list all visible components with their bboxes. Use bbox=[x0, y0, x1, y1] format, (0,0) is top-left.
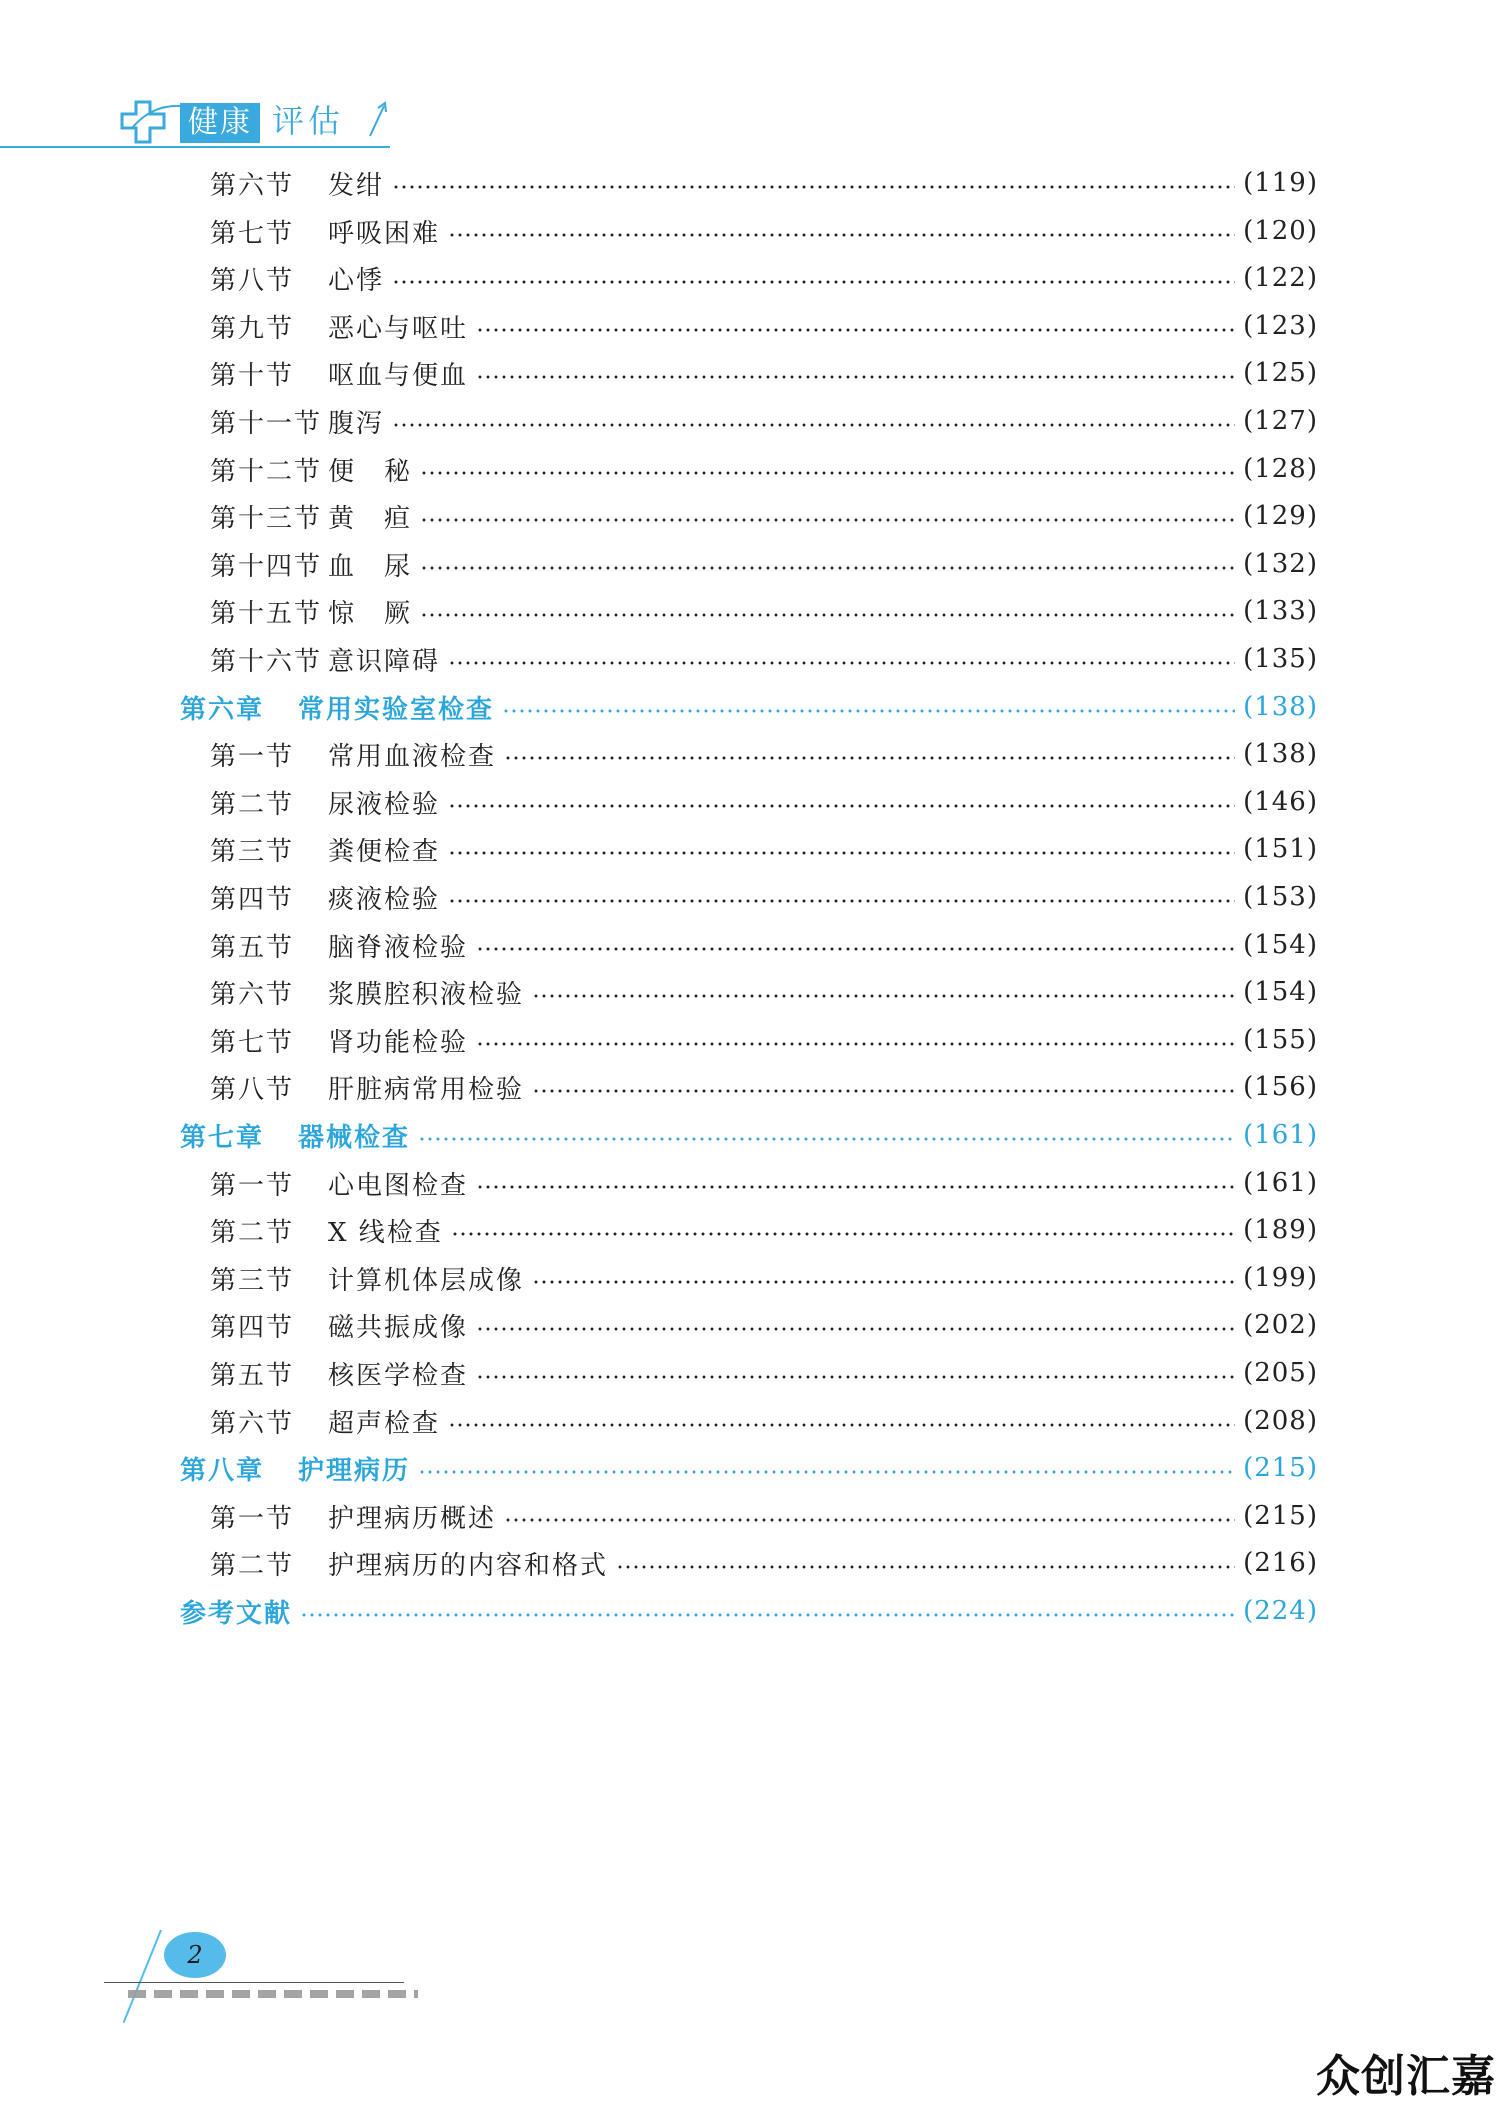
entry-label bbox=[210, 403, 384, 440]
entry-label bbox=[210, 1260, 524, 1297]
entry-page: (208) bbox=[1243, 1406, 1318, 1436]
entry-title: 心电图检查 bbox=[328, 1170, 469, 1201]
dot-leader bbox=[476, 1042, 1235, 1046]
entry-page: (156) bbox=[1243, 1072, 1318, 1102]
entry-label bbox=[210, 498, 412, 535]
entry-label bbox=[210, 308, 468, 345]
entry-page: (123) bbox=[1243, 311, 1318, 341]
entry-title: 肝脏病常用检验 bbox=[328, 1074, 525, 1105]
dot-leader bbox=[448, 851, 1235, 855]
entry-title: 脑脊液检验 bbox=[328, 932, 469, 963]
dot-leader bbox=[300, 1613, 1235, 1617]
entry-title: 黄 疸 bbox=[328, 503, 413, 534]
toc-section-entry[interactable] bbox=[210, 1305, 1318, 1345]
page-number: 2 bbox=[164, 1932, 226, 1978]
header-rule bbox=[0, 146, 390, 148]
entry-label bbox=[210, 1545, 608, 1582]
entry-label bbox=[210, 451, 412, 488]
entry-number: 第七节 bbox=[210, 1027, 295, 1058]
entry-page: (155) bbox=[1243, 1025, 1318, 1055]
entry-page: (153) bbox=[1243, 882, 1318, 912]
entry-title: 血 尿 bbox=[328, 551, 413, 582]
entry-title: 尿液检验 bbox=[328, 789, 441, 820]
entry-label bbox=[210, 213, 440, 250]
entry-page: (202) bbox=[1243, 1310, 1318, 1340]
entry-number: 第八章 bbox=[180, 1455, 265, 1486]
entry-page: (215) bbox=[1243, 1453, 1318, 1483]
toc-section-entry[interactable] bbox=[210, 734, 1318, 774]
entry-title: 腹泻 bbox=[328, 408, 385, 439]
entry-page: (138) bbox=[1243, 739, 1318, 769]
entry-label bbox=[210, 879, 440, 916]
toc-section-entry[interactable] bbox=[210, 306, 1318, 346]
entry-title: 意识障碍 bbox=[328, 646, 441, 677]
entry-page: (151) bbox=[1243, 834, 1318, 864]
entry-page: (224) bbox=[1243, 1596, 1318, 1626]
entry-number: 第十三节 bbox=[210, 503, 323, 534]
entry-number: 第十一节 bbox=[210, 408, 323, 439]
entry-label bbox=[210, 260, 384, 297]
dot-leader bbox=[476, 1327, 1235, 1331]
entry-title: 计算机体层成像 bbox=[328, 1265, 525, 1296]
entry-title: 浆膜腔积液检验 bbox=[328, 979, 525, 1010]
entry-title: 发绀 bbox=[328, 170, 385, 201]
entry-label bbox=[210, 974, 524, 1011]
entry-title: 呕血与便血 bbox=[328, 360, 469, 391]
entry-title: 痰液检验 bbox=[328, 884, 441, 915]
dot-leader bbox=[451, 1232, 1235, 1236]
dot-leader bbox=[476, 1185, 1235, 1189]
entry-page: (199) bbox=[1243, 1263, 1318, 1293]
toc-section-entry[interactable] bbox=[210, 1067, 1318, 1107]
entry-title: 超声检查 bbox=[328, 1408, 441, 1439]
toc-section-entry[interactable] bbox=[210, 544, 1318, 584]
watermark: 众创汇嘉 bbox=[1316, 2051, 1496, 2102]
entry-number: 第六节 bbox=[210, 979, 295, 1010]
entry-number: 第一节 bbox=[210, 1170, 295, 1201]
entry-title: 惊 厥 bbox=[328, 598, 413, 629]
entry-page: (138) bbox=[1243, 692, 1318, 722]
entry-number: 第六章 bbox=[180, 694, 265, 725]
entry-number: 第四节 bbox=[210, 884, 295, 915]
entry-page: (154) bbox=[1243, 977, 1318, 1007]
footer-dash-decoration bbox=[128, 1990, 418, 1998]
toc-section-entry[interactable] bbox=[210, 972, 1318, 1012]
entry-label bbox=[210, 831, 440, 868]
toc-section-entry[interactable] bbox=[210, 496, 1318, 536]
entry-number: 第六节 bbox=[210, 170, 295, 201]
entry-label bbox=[210, 784, 440, 821]
toc-chapter-entry[interactable] bbox=[180, 1115, 1318, 1155]
entry-page: (127) bbox=[1243, 406, 1318, 436]
entry-page: (119) bbox=[1243, 168, 1318, 198]
entry-number: 第三节 bbox=[210, 836, 295, 867]
entry-label bbox=[210, 593, 412, 630]
dot-leader bbox=[616, 1565, 1235, 1569]
dot-leader bbox=[532, 1280, 1235, 1284]
entry-title: 常用血液检查 bbox=[328, 741, 497, 772]
toc-section-entry[interactable] bbox=[210, 449, 1318, 489]
toc-section-entry[interactable] bbox=[210, 925, 1318, 965]
entry-title: 恶心与呕吐 bbox=[328, 313, 469, 344]
entry-page: (128) bbox=[1243, 454, 1318, 484]
entry-page: (133) bbox=[1243, 596, 1318, 626]
dot-leader bbox=[448, 661, 1235, 665]
entry-label bbox=[210, 641, 440, 678]
entry-label bbox=[180, 689, 494, 726]
entry-number: 第七章 bbox=[180, 1122, 265, 1153]
entry-label bbox=[210, 1212, 443, 1249]
dot-leader bbox=[392, 280, 1235, 284]
toc-section-entry[interactable] bbox=[210, 1401, 1318, 1441]
toc-section-entry[interactable] bbox=[210, 639, 1318, 679]
entry-label bbox=[210, 1069, 524, 1106]
entry-number: 第二节 bbox=[210, 789, 295, 820]
toc-section-entry[interactable] bbox=[210, 1258, 1318, 1298]
toc-section-entry[interactable] bbox=[210, 1496, 1318, 1536]
toc-section-entry[interactable] bbox=[210, 1020, 1318, 1060]
book-title-rest: 评估 bbox=[272, 102, 345, 140]
entry-page: (120) bbox=[1243, 216, 1318, 246]
entry-number: 第十六节 bbox=[210, 646, 323, 677]
entry-number: 第八节 bbox=[210, 1074, 295, 1105]
toc-section-entry[interactable] bbox=[210, 353, 1318, 393]
toc-section-entry[interactable] bbox=[210, 829, 1318, 869]
dot-leader bbox=[448, 804, 1235, 808]
entry-number: 第一节 bbox=[210, 741, 295, 772]
toc-chapter-entry[interactable] bbox=[180, 687, 1318, 727]
entry-page: (215) bbox=[1243, 1501, 1318, 1531]
toc-section-entry[interactable] bbox=[210, 1353, 1318, 1393]
entry-title: 护理病历 bbox=[298, 1455, 411, 1486]
toc-section-entry[interactable] bbox=[210, 1210, 1318, 1250]
entry-title: 便 秘 bbox=[328, 456, 413, 487]
dot-leader bbox=[392, 423, 1235, 427]
entry-page: (154) bbox=[1243, 930, 1318, 960]
entry-title: 磁共振成像 bbox=[328, 1312, 469, 1343]
medical-cross-icon bbox=[118, 98, 188, 146]
dot-leader bbox=[392, 185, 1235, 189]
entry-number: 第二节 bbox=[210, 1217, 295, 1248]
arrow-icon bbox=[364, 100, 394, 140]
entry-page: (129) bbox=[1243, 501, 1318, 531]
toc-section-entry[interactable] bbox=[210, 782, 1318, 822]
entry-title: 参考文献 bbox=[180, 1598, 293, 1629]
entry-title: 呼吸困难 bbox=[328, 218, 441, 249]
footer-rule bbox=[104, 1982, 404, 1983]
entry-label bbox=[210, 165, 384, 202]
entry-number: 第十四节 bbox=[210, 551, 323, 582]
entry-label bbox=[210, 546, 412, 583]
footer-slash bbox=[123, 1930, 162, 2023]
dot-leader bbox=[448, 899, 1235, 903]
toc-section-entry[interactable] bbox=[210, 877, 1318, 917]
dot-leader bbox=[420, 566, 1235, 570]
toc-section-entry[interactable] bbox=[210, 163, 1318, 203]
toc-section-entry[interactable] bbox=[210, 1543, 1318, 1583]
entry-title: 粪便检查 bbox=[328, 836, 441, 867]
entry-number: 第十五节 bbox=[210, 598, 323, 629]
entry-title: 护理病历的内容和格式 bbox=[328, 1550, 609, 1581]
dot-leader bbox=[476, 328, 1235, 332]
dot-leader bbox=[420, 613, 1235, 617]
toc-section-entry[interactable] bbox=[210, 258, 1318, 298]
dot-leader bbox=[418, 1470, 1235, 1474]
entry-title: 常用实验室检查 bbox=[298, 694, 495, 725]
entry-page: (161) bbox=[1243, 1120, 1318, 1150]
entry-title: 肾功能检验 bbox=[328, 1027, 469, 1058]
dot-leader bbox=[418, 1137, 1235, 1141]
dot-leader bbox=[476, 947, 1235, 951]
entry-page: (125) bbox=[1243, 358, 1318, 388]
entry-label bbox=[210, 1165, 468, 1202]
entry-page: (216) bbox=[1243, 1548, 1318, 1578]
entry-label bbox=[210, 355, 468, 392]
entry-label bbox=[180, 1593, 292, 1630]
toc-section-entry[interactable] bbox=[210, 1163, 1318, 1203]
entry-page: (189) bbox=[1243, 1215, 1318, 1245]
toc-section-entry[interactable] bbox=[210, 401, 1318, 441]
entry-page: (122) bbox=[1243, 263, 1318, 293]
entry-number: 第八节 bbox=[210, 265, 295, 296]
dot-leader bbox=[420, 471, 1235, 475]
dot-leader bbox=[504, 756, 1235, 760]
entry-label bbox=[210, 1498, 496, 1535]
entry-number: 第十节 bbox=[210, 360, 295, 391]
entry-number: 第六节 bbox=[210, 1408, 295, 1439]
entry-number: 第七节 bbox=[210, 218, 295, 249]
dot-leader bbox=[504, 1518, 1235, 1522]
dot-leader bbox=[532, 1089, 1235, 1093]
dot-leader bbox=[476, 375, 1235, 379]
entry-title: 护理病历概述 bbox=[328, 1503, 497, 1534]
entry-title: 核医学检查 bbox=[328, 1360, 469, 1391]
entry-number: 第五节 bbox=[210, 1360, 295, 1391]
entry-label bbox=[210, 1022, 468, 1059]
entry-number: 第十二节 bbox=[210, 456, 323, 487]
entry-page: (132) bbox=[1243, 549, 1318, 579]
entry-label bbox=[210, 1403, 440, 1440]
toc-chapter-entry[interactable] bbox=[180, 1448, 1318, 1488]
entry-number: 第二节 bbox=[210, 1550, 295, 1581]
entry-number: 第五节 bbox=[210, 932, 295, 963]
toc-chapter-entry[interactable] bbox=[180, 1591, 1318, 1631]
entry-label bbox=[210, 1355, 468, 1392]
toc-section-entry[interactable] bbox=[210, 591, 1318, 631]
dot-leader bbox=[420, 518, 1235, 522]
entry-title: 心悸 bbox=[328, 265, 385, 296]
entry-title: X 线检查 bbox=[328, 1217, 443, 1248]
entry-page: (161) bbox=[1243, 1168, 1318, 1198]
entry-label bbox=[180, 1450, 410, 1487]
entry-title: 器械检查 bbox=[298, 1122, 411, 1153]
entry-number: 第一节 bbox=[210, 1503, 295, 1534]
entry-label bbox=[210, 1307, 468, 1344]
entry-page: (135) bbox=[1243, 644, 1318, 674]
entry-label bbox=[180, 1117, 410, 1154]
entry-page: (205) bbox=[1243, 1358, 1318, 1388]
dot-leader bbox=[448, 233, 1235, 237]
book-title-highlight: 健康 bbox=[180, 103, 260, 143]
entry-page: (146) bbox=[1243, 787, 1318, 817]
entry-number: 第九节 bbox=[210, 313, 295, 344]
dot-leader bbox=[448, 1423, 1235, 1427]
dot-leader bbox=[476, 1375, 1235, 1379]
dot-leader bbox=[502, 709, 1235, 713]
dot-leader bbox=[532, 994, 1235, 998]
entry-label bbox=[210, 736, 496, 773]
entry-number: 第四节 bbox=[210, 1312, 295, 1343]
entry-number: 第三节 bbox=[210, 1265, 295, 1296]
toc-section-entry[interactable] bbox=[210, 211, 1318, 251]
entry-label bbox=[210, 927, 468, 964]
